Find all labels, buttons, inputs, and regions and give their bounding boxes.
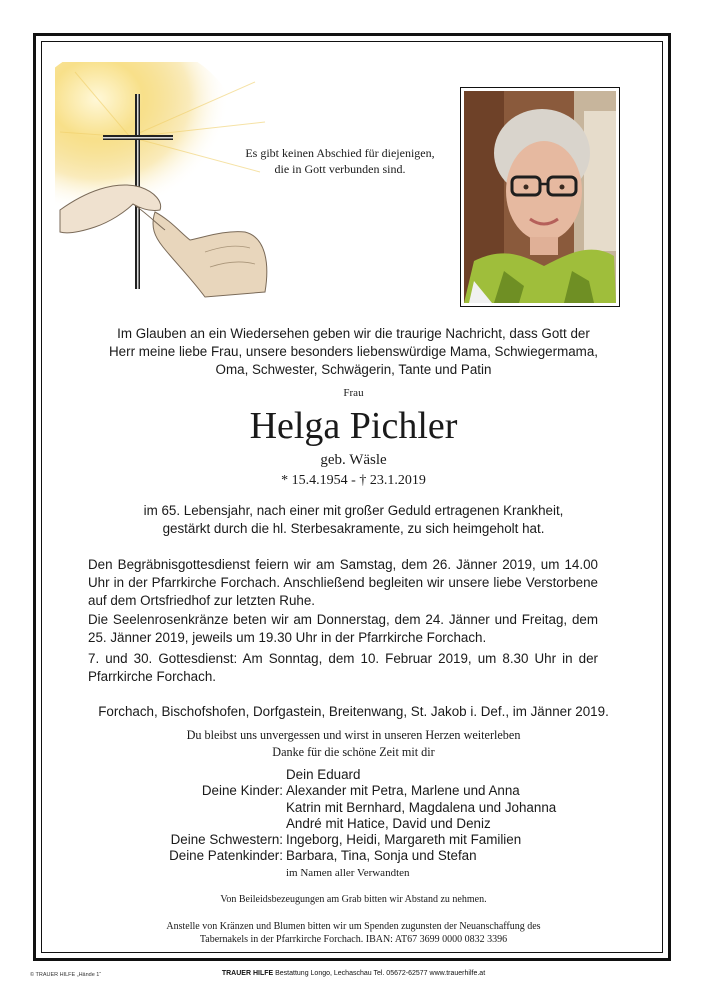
intro-line: Im Glauben an ein Wiedersehen geben wir die traurige Nachricht, dass Gott der [117,326,590,341]
footer-text: Bestattung Longo, Lechaschau Tel. 05672-62577 www.trauerhilfe.at [275,970,486,977]
deceased-title: Frau [343,387,364,399]
child-family: Katrin mit Bernhard, Magdalena und Johanna [286,799,557,815]
children-label: Deine Kinder: [201,783,283,799]
condolences-note: Von Beileidsbezeugungen am Grab bitten wir Abstand zu nehmen. [220,894,487,905]
footer [0,970,707,977]
donation-note [60,920,647,946]
deceased-name: Helga Pichler [249,405,458,447]
mourner-row [0,767,707,783]
copyright: © TRAUER HILFE „Hände 1“ [30,972,102,978]
places-line: Forchach, Bischofshofen, Dorfgastein, Breitenwang, St. Jakob i. Def., im Jänner 2019. [98,704,609,719]
farewell [60,727,647,761]
quote [215,145,465,177]
quote-line: die in Gott verbunden sind. [274,162,406,176]
mourner-row [0,800,707,816]
rosary-paragraph: Die Seelenrosenkränze beten wir am Donnerstag, dem 24. Jänner und Freitag, dem 25. Jänner 2019, jeweils um 19.30 Uhr in der Pfarrkirche Forchach. [88,612,598,645]
mourner-row [0,783,707,799]
donation-line: Tabernakels in der Pfarrkirche Forchach. IBAN: AT67 3699 0000 0832 3396 [199,934,508,945]
sisters: Ingeborg, Heidi, Margareth mit Familien [286,832,522,848]
birth-name: geb. Wäsle [320,452,387,468]
husband: Dein Eduard [286,767,361,782]
mourner-row [0,816,707,832]
age-line: gestärkt durch die hl. Sterbesakramente, zu sich heimgeholt hat. [162,521,545,536]
mourner-row [0,848,707,864]
farewell-line: Danke für die schöne Zeit mit dir [272,745,435,759]
age-text [60,502,647,538]
portrait-icon [464,91,616,303]
child-family: Alexander mit Petra, Marlene und Anna [286,783,520,799]
intro-line: Herr meine liebe Frau, unsere besonders liebenswürdige Mama, Schwiegermama, [109,344,598,359]
portrait-photo [460,87,620,307]
quote-line: Es gibt keinen Abschied für diejenigen, [245,146,435,160]
footer-brand: TRAUER HILFE [221,970,274,977]
funeral-paragraph: Den Begräbnisgottesdienst feiern wir am Samstag, dem 26. Jänner 2019, um 14.00 Uhr in der Pfarrkirche Forchach. Anschließend begleiten wir unsere liebe Verstorbene auf dem Ortsfriedhof zur letzten Ruhe. [88,557,598,608]
mourner-row [0,865,707,881]
sisters-label: Deine Schwestern: [170,832,283,848]
intro-line: Oma, Schwester, Schwägerin, Tante und Patin [215,362,492,377]
godchildren-label: Deine Patenkinder: [169,848,283,864]
cross-hands-icon [55,62,275,307]
masses-paragraph: 7. und 30. Gottesdienst: Am Sonntag, dem 10. Februar 2019, um 8.30 Uhr in der Pfarrkirche Forchach. [88,651,598,684]
godchildren: Barbara, Tina, Sonja und Stefan [286,848,477,864]
mourners-list [0,767,707,881]
child-family: André mit Hatice, David und Deniz [286,815,491,831]
age-line: im 65. Lebensjahr, nach einer mit großer Geduld ertragenen Krankheit, [143,503,564,518]
mourner-row [0,832,707,848]
farewell-line: Du bleibst uns unvergessen und wirst in unseren Herzen weiterleben [186,728,521,742]
donation-line: Anstelle von Kränzen und Blumen bitten wir um Spenden zugunsten der Neuanschaffung des [166,921,541,932]
announcement-intro [60,325,647,379]
relatives: im Namen aller Verwandten [286,866,410,879]
life-dates: * 15.4.1954 - † 23.1.2019 [281,473,426,488]
